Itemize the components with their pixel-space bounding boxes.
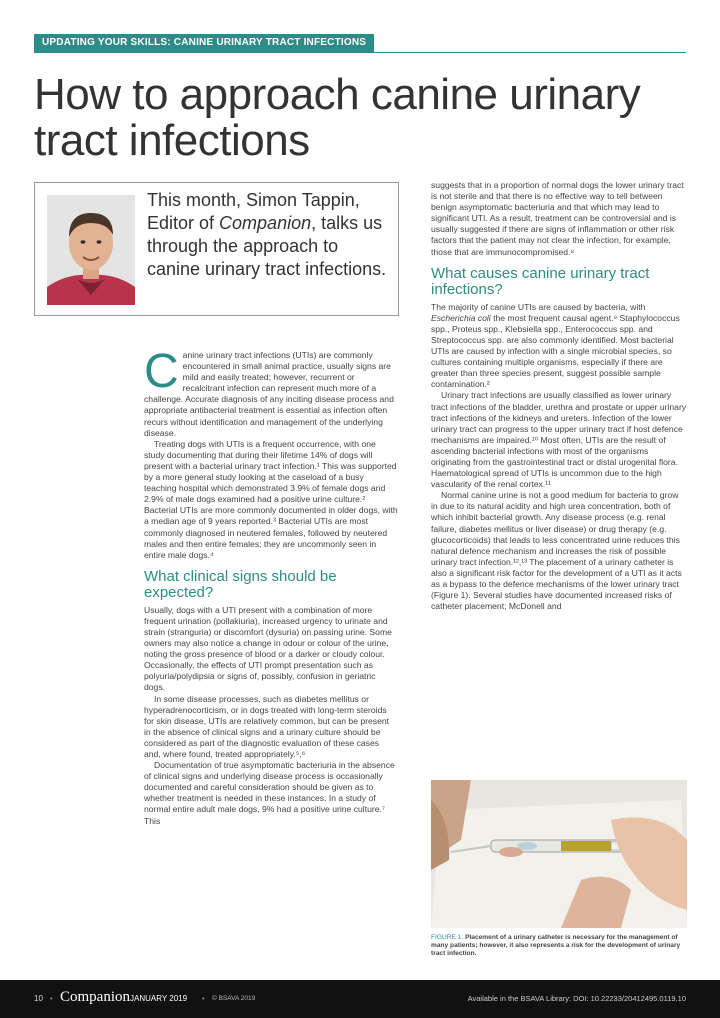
header-divider — [34, 52, 686, 53]
figure-caption: FIGURE 1: Placement of a urinary catheter is necessary for the management of many patients; however, it also represents a risk for the development of urinary tract infection. — [431, 934, 681, 957]
doi-availability: Available in the BSAVA Library: DOI: 10.22233/20412495.0119.10 — [467, 994, 686, 1003]
separator-dot: • — [50, 994, 53, 1003]
section-banner: UPDATING YOUR SKILLS: CANINE URINARY TRACT INFECTIONS — [34, 34, 374, 52]
body-paragraph: Usually, dogs with a UTI present with a combination of more frequent urination (pollakiuria), increased urgency to urinate and strain (stranguria) or discomfort (dysuria) on passing urine. Some owners may also notice a change in odour or colour of the urine, noting the gross presence of blood or a darker or cloudy colour. Occasionally, the effects of UTI prompt presentation such as polyuria/polydipsia or signs of, possibly, confusion in geriatric dogs. — [144, 604, 392, 693]
copyright: © BSAVA 2019 — [212, 995, 256, 1002]
author-portrait — [47, 195, 135, 305]
intro-box — [34, 182, 399, 316]
right-column — [431, 180, 687, 612]
heading-clinical-signs: What clinical signs should be expected? — [144, 567, 337, 601]
heading-causes: What causes canine urinary tract infections? — [431, 264, 650, 298]
body-paragraph: Treating dogs with UTIs is a frequent occurrence, with one study documenting that during their lifetime 14% of dogs will present with a bacterial urinary tract infection.¹ This was supported by a more general study looking at the caseload of a busy teaching hospital which demonstrated 3.9% of female dogs and 2.9% of male dogs examined had a positive urine culture.² Bacterial UTIs are more commonly documented in older dogs, with a median age of 9 years reported.³ Bacterial UTIs are most commonly diagnosed in neutered females, followed by neutered males and then entire females; they are uncommonly seen in entire male dogs.⁴ — [144, 438, 398, 560]
publication-logo: Companion — [60, 989, 130, 1005]
figure-urinary-catheter — [431, 780, 687, 928]
issue-date: JANUARY 2019 — [130, 994, 188, 1003]
page-footer — [0, 980, 720, 1018]
body-paragraph: Urinary tract infections are usually classified as lower urinary tract infections of the bladder, urethra and prostate or upper urinary tract infections of the kidneys and ureters. Infection of the lower urinary tract can progress to the upper urinary tract if host defence mechanisms are impaired.¹⁰ Most often, UTIs are the result of ascending bacterial infections with most of the organisms originating from the gastrointestinal tract or distal urogenital flora. Haematological spread of UTIs is uncommon due to the high vascularity of the renal cortex.¹¹ — [431, 390, 687, 490]
separator-dot: • — [202, 994, 205, 1003]
left-column — [144, 345, 398, 827]
drop-cap: C — [144, 345, 179, 398]
page-number: 10 — [34, 994, 43, 1003]
publication-name: Companion — [219, 213, 312, 233]
article-title: How to approach canine urinary tract infections — [34, 70, 641, 165]
body-paragraph: Normal canine urine is not a good medium for bacteria to grow in due to its natural acidity and high urea concentration, both of which inhibit bacterial growth. Any disease process (e.g. renal failure, diabetes mellitus or liver disease) or drug therapy (e.g. glucocorticoids) that leads to less concentrated urine reduces this natural defence mechanism and increases the risk of possible urinary tract infection.¹²,¹³ The placement of a urinary catheter is also a significant risk factor for the development of a UTI as it acts as a bypass to the defence mechanisms of the lower urinary tract (Figure 1). Several studies have documented increased risks of catheter placement; McDonell and — [431, 490, 682, 612]
body-paragraph: suggests that in a proportion of normal dogs the lower urinary tract is not sterile and that there is no effective way to tell between benign asymptomatic bacteriuria and that which may lead to significant UTI. As a result, treatment can be controversial and is usually suggested if there are signs of inflammation or other risk factors that the patient may not clear the infection, for example, those that are immunocompromised.⁸ — [431, 180, 684, 257]
body-paragraph: Documentation of true asymptomatic bacteriuria in the absence of clinical signs and underlying disease process is occasionally documented and careful consideration should be given as to whether treatment is needed in these instances. In a study of normal entire adult male dogs, 9% had a positive urine culture.⁷ This — [144, 760, 395, 826]
lead-paragraph: Canine urinary tract infections (UTIs) are commonly encountered in small animal practice, usually signs are mild and easily treated; however, recurrent or recalcitrant infection can represent much more of a challenge. Accurate diagnosis of any inciting disease process and appropriate antibacterial treatment is essential as infection often recurs without identification and management of the underlying disease. — [144, 345, 394, 438]
intro-text: This month, Simon Tappin, Editor of Companion, talks us through the approach to canine urinary tract infections. — [147, 190, 387, 279]
body-paragraph: The majority of canine UTIs are caused by bacteria, with Escherichia coli the most frequent causal agent.⁹ Staphylococcus spp., Proteus spp., Klebsiella spp., Enterococcus spp. and Streptococcus spp. are also commonly identified. Most bacterial UTIs are caused by infection with a single microbial species, so cultures containing multiple organisms, especially if there are greater than three species present, suggest possible sample contamination.² — [431, 301, 680, 390]
body-paragraph: In some disease processes, such as diabetes mellitus or hyperadrenocorticism, or in dogs treated with long-term steroids for skin disease, UTIs are relatively common, but can be present in the absence of clinical signs and a urinary culture should be considered as part of the diagnostic evaluation of these cases and, where found, treated appropriately.⁵,⁶ — [144, 693, 390, 759]
